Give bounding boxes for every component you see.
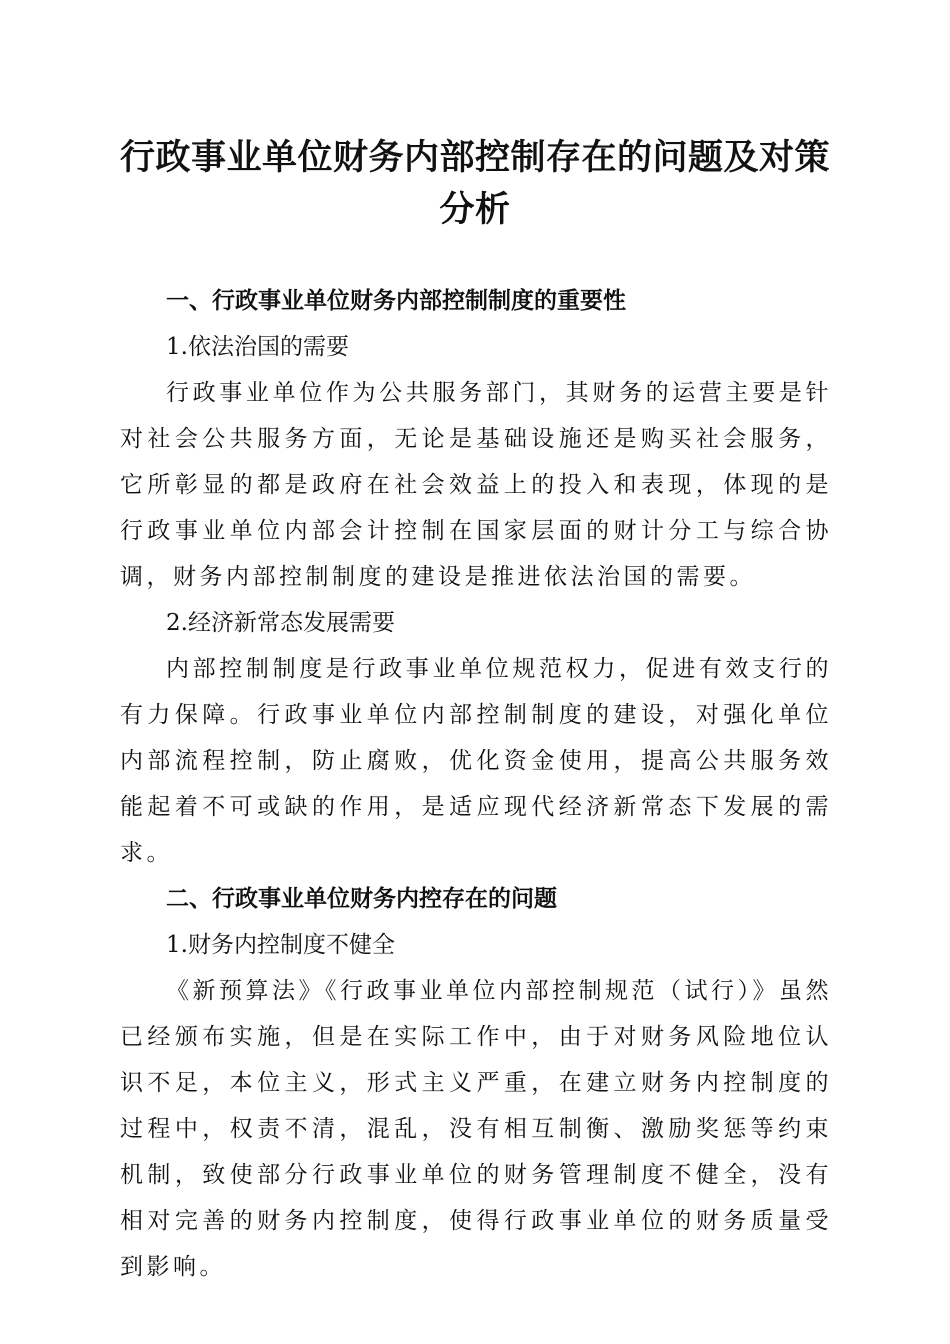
subsection-heading-1-1: 1.依法治国的需要 — [166, 334, 349, 360]
paragraph-1-1: 行政事业单位作为公共服务部门，其财务的运营主要是针对社会公共服务方面，无论是基础设施还是购买社会服务，它所彰显的都是政府在社会效益上的投入和表现，体现的是行政事业单位内部会计控制在国家层面的财计分工与综合协调，财务内部控制制度的建设是推进依法治国的需要。 — [120, 380, 832, 590]
document-title: 行政事业单位财务内部控制存在的问题及对策分析 — [119, 137, 830, 230]
subsection-heading-2-1: 1.财务内控制度不健全 — [166, 932, 395, 958]
subsection-heading-1-2: 2.经济新常态发展需要 — [166, 610, 395, 636]
paragraph-1-2: 内部控制制度是行政事业单位规范权力，促进有效支行的有力保障。行政事业单位内部控制制度的建设，对强化单位内部流程控制，防止腐败，优化资金使用，提高公共服务效能起着不可或缺的作用，是适应现代经济新常态下发展的需求。 — [120, 656, 832, 866]
document-body — [120, 278, 832, 1290]
section-heading-2: 二、行政事业单位财务内控存在的问题 — [166, 886, 557, 912]
paragraph-2-1: 《新预算法》《行政事业单位内部控制规范（试行）》虽然已经颁布实施，但是在实际工作中，由于对财务风险地位认识不足，本位主义，形式主义严重，在建立财务内控制度的过程中，权责不清，混乱，没有相互制衡、激励奖惩等约束机制，致使部分行政事业单位的财务管理制度不健全，没有相对完善的财务内控制度，使得行政事业单位的财务质量受到影响。 — [120, 978, 832, 1280]
section-heading-1: 一、行政事业单位财务内部控制制度的重要性 — [166, 288, 626, 314]
